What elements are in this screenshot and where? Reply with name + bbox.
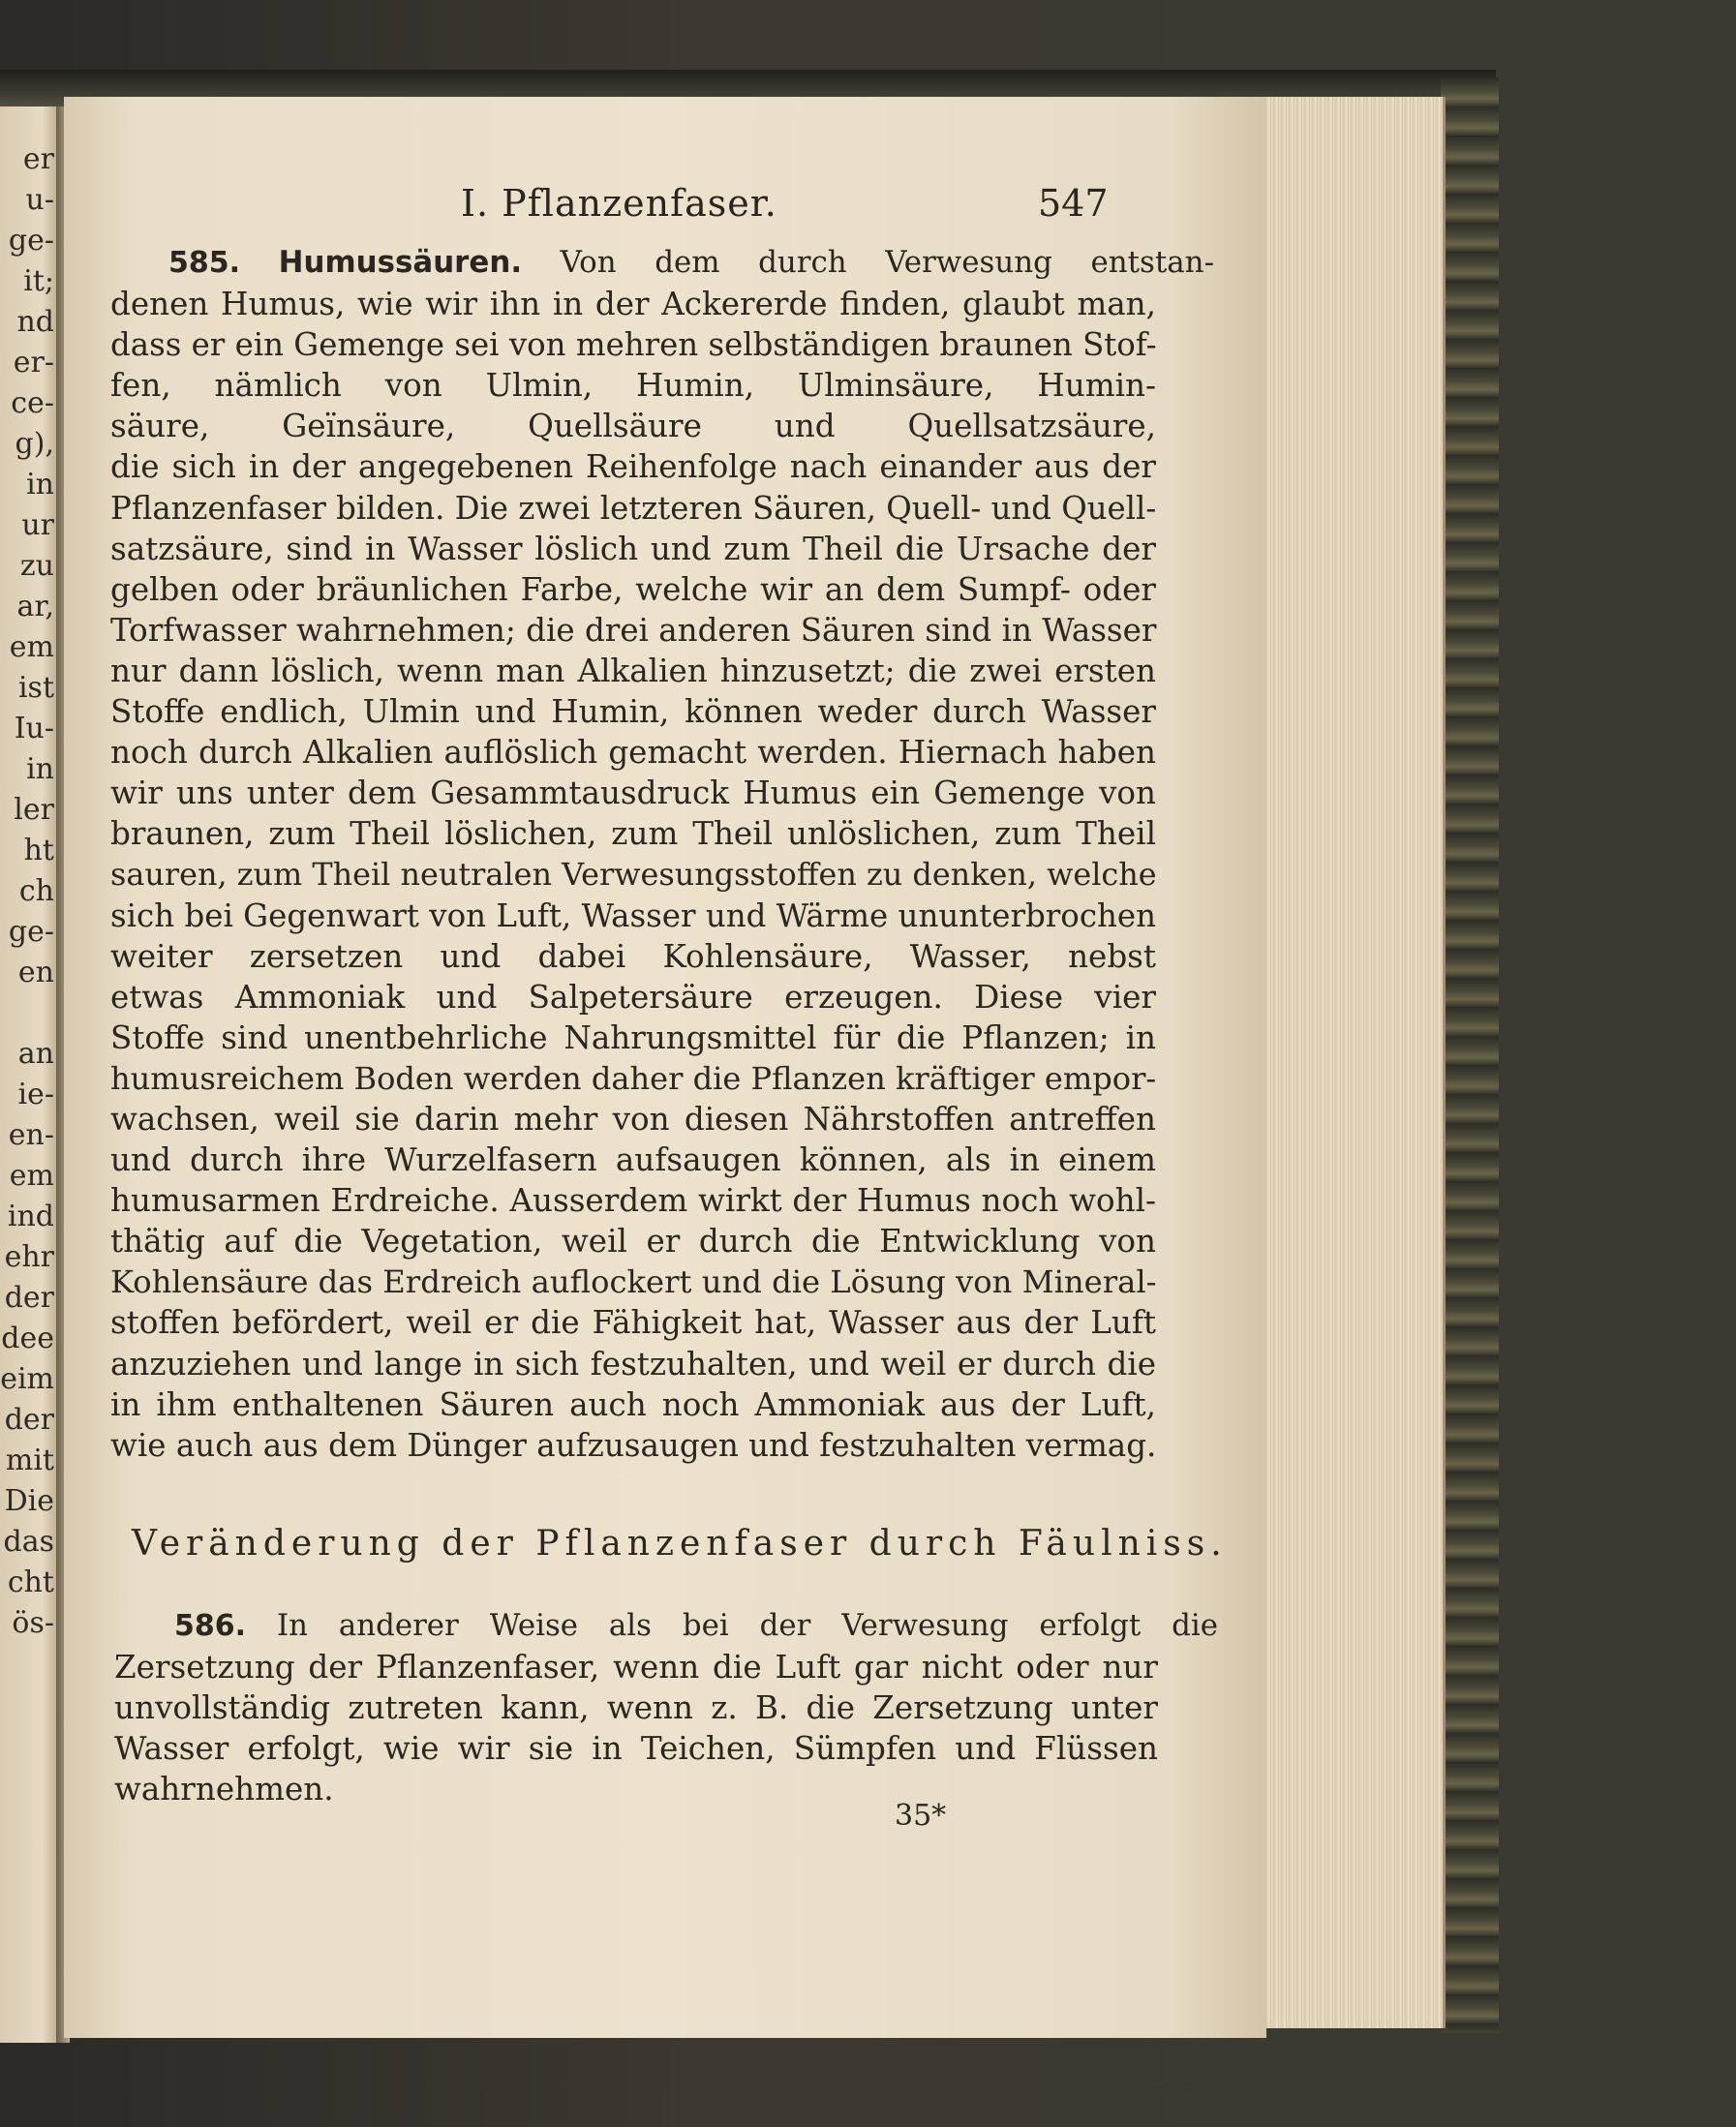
text-line: wachsen, weil sie darin mehr von diesen Nährstoffen antreffen bbox=[110, 1100, 1156, 1138]
text-line: säure, Geïnsäure, Quellsäure und Quellsatzsäure, bbox=[110, 408, 1156, 445]
text-line: humusreichem Boden werden daher die Pflanzen kräftiger empor- bbox=[110, 1059, 1157, 1097]
text-line: Kohlensäure das Erdreich auflockert und die Lösung von Mineral- bbox=[110, 1263, 1157, 1301]
previous-page-fragment: er bbox=[22, 142, 54, 176]
text-line: satzsäure, sind in Wasser löslich und zum Theil die Ursache der bbox=[110, 530, 1156, 567]
previous-page-fragment: ehr bbox=[4, 1240, 54, 1274]
paragraph-number: 585. bbox=[168, 246, 241, 280]
previous-page-fragment: ge- bbox=[8, 224, 54, 258]
previous-page-fragment: an bbox=[17, 1037, 54, 1071]
text-line: Stoffe endlich, Ulmin und Humin, können weder durch Wasser bbox=[110, 693, 1156, 731]
previous-page-fragment: er- bbox=[13, 346, 54, 380]
previous-page-fragment: en- bbox=[8, 1118, 54, 1152]
paragraph-number: 586. bbox=[174, 1609, 247, 1643]
text-line: unvollständig zutreten kann, wenn z. B. die Zersetzung unter bbox=[114, 1689, 1158, 1727]
paragraph-585 bbox=[110, 242, 1214, 1466]
book-cover-spine bbox=[1441, 77, 1499, 2033]
text-line: Stoffe sind unentbehrliche Nahrungsmittel für die Pflanzen; in bbox=[110, 1018, 1156, 1056]
previous-page-fragment: nd bbox=[16, 305, 54, 339]
previous-page-fragment: en bbox=[17, 956, 54, 989]
previous-page-fragment: ar, bbox=[16, 590, 54, 623]
book-page bbox=[64, 97, 1266, 2038]
text-line: weiter zersetzen und dabei Kohlensäure, Wasser, nebst bbox=[110, 937, 1156, 975]
previous-page-fragment: mit bbox=[5, 1443, 54, 1477]
previous-page-fragment: ie- bbox=[17, 1078, 54, 1111]
previous-page-fragment: it; bbox=[23, 264, 54, 298]
paragraph-term: Humussäuren. bbox=[278, 245, 523, 280]
text-line: stoffen befördert, weil er die Fähigkeit hat, Wasser aus der Luft bbox=[110, 1304, 1156, 1342]
previous-page-fragment: ch bbox=[18, 874, 54, 908]
section-heading: Veränderung der Pflanzenfaser durch Fäulniss. bbox=[132, 1524, 1228, 1564]
previous-page-fragment: dee bbox=[1, 1322, 54, 1355]
running-title: I. Pflanzenfaser. bbox=[461, 182, 777, 225]
previous-page-fragment: ge- bbox=[8, 915, 54, 949]
previous-page-fragment: das bbox=[3, 1525, 54, 1559]
text-line: Torfwasser wahrnehmen; die drei anderen Säuren sind in Wasser bbox=[110, 611, 1157, 649]
text-line: wahrnehmen. bbox=[114, 1771, 334, 1808]
previous-page-fragment: em bbox=[9, 1159, 54, 1193]
previous-page-fragment: Die bbox=[4, 1484, 54, 1518]
text-line bbox=[110, 242, 1214, 284]
line-text: In anderer Weise als bei der Verwesung erfolgt die bbox=[276, 1608, 1218, 1643]
previous-page-fragment: in bbox=[26, 468, 54, 501]
previous-page-fragment: u- bbox=[25, 183, 54, 217]
text-line: und durch ihre Wurzelfasern aufsaugen können, als in einem bbox=[110, 1141, 1156, 1179]
text-line: humusarmen Erdreiche. Ausserdem wirkt der Humus noch wohl- bbox=[110, 1182, 1156, 1220]
text-line: braunen, zum Theil löslichen, zum Theil unlöslichen, zum Theil bbox=[110, 815, 1156, 853]
previous-page-sliver bbox=[0, 106, 60, 2043]
text-line: gelben oder bräunlichen Farbe, welche wir an dem Sumpf- oder bbox=[110, 570, 1156, 608]
text-line: die sich in der angegebenen Reihenfolge nach einander aus der bbox=[110, 448, 1156, 486]
previous-page-fragment: in bbox=[26, 752, 54, 786]
previous-page-fragment: zu bbox=[19, 549, 54, 583]
text-line: sauren, zum Theil neutralen Verwesungsstoffen zu denken, welche bbox=[110, 856, 1157, 894]
page-number: 547 bbox=[1038, 182, 1109, 225]
text-line: sich bei Gegenwart von Luft, Wasser und Wärme ununterbrochen bbox=[110, 896, 1157, 934]
text-line: thätig auf die Vegetation, weil er durch die Entwicklung von bbox=[110, 1223, 1156, 1261]
text-line: etwas Ammoniak und Salpetersäure erzeugen. Diese vier bbox=[110, 978, 1156, 1016]
previous-page-fragment: ce- bbox=[11, 386, 54, 420]
page-fore-edge bbox=[1264, 97, 1446, 2028]
text-line: fen, nämlich von Ulmin, Humin, Ulminsäure, Humin- bbox=[110, 367, 1156, 405]
paragraph-586 bbox=[114, 1605, 1218, 1809]
previous-page-fragment: ind bbox=[7, 1200, 54, 1233]
text-line: denen Humus, wie wir ihn in der Ackererde finden, glaubt man, bbox=[110, 286, 1156, 323]
text-line bbox=[114, 1605, 1218, 1647]
previous-page-fragment: der bbox=[4, 1281, 54, 1315]
previous-page-fragment: Iu- bbox=[14, 712, 54, 745]
line-text: Von dem durch Verwesung entstan- bbox=[560, 245, 1214, 280]
previous-page-fragment: der bbox=[4, 1403, 54, 1437]
text-line: noch durch Alkalien auflöslich gemacht werden. Hiernach haben bbox=[110, 734, 1156, 772]
previous-page-fragment: ur bbox=[21, 508, 54, 542]
previous-page-fragment: ht bbox=[23, 834, 54, 867]
previous-page-fragment: g), bbox=[15, 427, 54, 461]
previous-page-fragment: ist bbox=[17, 671, 54, 705]
text-line: dass er ein Gemenge sei von mehren selbständigen braunen Stof- bbox=[110, 326, 1157, 364]
text-line: Wasser erfolgt, wie wir sie in Teichen, Sümpfen und Flüssen bbox=[114, 1730, 1158, 1768]
text-line: wie auch aus dem Dünger aufzusaugen und festzuhalten vermag. bbox=[110, 1426, 1157, 1464]
previous-page-fragment: eim bbox=[0, 1362, 54, 1396]
text-line: in ihm enthaltenen Säuren auch noch Ammoniak aus der Luft, bbox=[110, 1385, 1156, 1423]
previous-page-fragment: ler bbox=[14, 793, 54, 827]
previous-page-fragment: em bbox=[9, 630, 54, 664]
running-head bbox=[64, 182, 1266, 230]
text-line: Pflanzenfaser bilden. Die zwei letzteren Säuren, Quell- und Quell- bbox=[110, 489, 1157, 527]
text-line: nur dann löslich, wenn man Alkalien hinzusetzt; die zwei ersten bbox=[110, 652, 1156, 689]
text-line: Zersetzung der Pflanzenfaser, wenn die Luft gar nicht oder nur bbox=[114, 1649, 1158, 1686]
signature-mark: 35* bbox=[895, 1799, 947, 1833]
text-line: wir uns unter dem Gesammtausdruck Humus ein Gemenge von bbox=[110, 775, 1156, 812]
previous-page-fragment: ös- bbox=[12, 1606, 54, 1640]
previous-page-fragment: cht bbox=[7, 1565, 54, 1599]
text-line: anzuziehen und lange in sich festzuhalten, und weil er durch die bbox=[110, 1345, 1156, 1383]
